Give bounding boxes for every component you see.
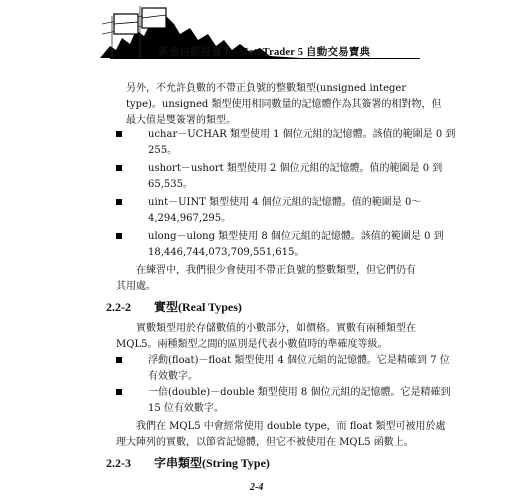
- section-title: 字串類型(String Type): [154, 456, 270, 470]
- section-title: 實型(Real Types): [154, 300, 242, 314]
- bullet-square-icon: [116, 165, 122, 171]
- bullet-square-icon: [116, 389, 122, 395]
- page-number: 2-4: [250, 482, 264, 493]
- page-header: [0, 0, 520, 70]
- list-item-continuation: 有效數字。: [148, 371, 198, 382]
- intro-line-2: type)。unsigned 類型使用相同數量的記憶體作為其簽署的相對物，但: [126, 99, 442, 110]
- list-item-text: ushort－ushort 類型使用 2 個位元組的記憶體。值的範圍是 0 到: [148, 163, 443, 174]
- list-item-text: ulong－ulong 類型使用 8 個位元組的記憶體。該值的範圍是 0 到: [148, 231, 444, 242]
- list-item-continuation: 65,535。: [148, 179, 193, 190]
- intro-line-1: 另外，不允許負數的不帶正負號的整數類型(unsigned integer: [126, 83, 407, 94]
- practice-line-1: 在練習中，我們很少會使用不帶正負號的整數類型，但它們仍有: [136, 265, 416, 276]
- section-number: 2.2-3: [106, 456, 131, 470]
- list-item-continuation: 18,446,744,073,709,551,615。: [148, 247, 305, 258]
- list-item-continuation: 255。: [148, 145, 178, 156]
- section-heading-real: [106, 298, 242, 315]
- bullet-square-icon: [116, 357, 122, 363]
- section-number: 2.2-2: [106, 300, 131, 314]
- list-item-continuation: 4,294,967,295。: [148, 213, 232, 224]
- list-item-continuation: 15 位有效數字。: [148, 403, 224, 414]
- list-item-text: uint－UINT 類型使用 4 個位元組的記憶體。值的範圍是 0～: [148, 197, 422, 208]
- practice-line-2: 其用處。: [116, 281, 156, 292]
- intro-line-3: 最大值是雙簽署的類型。: [126, 115, 236, 126]
- real-intro-line-2: MQL5。兩種類型之間的區別是代表小數值時的準確度等級。: [116, 339, 388, 350]
- bullet-square-icon: [116, 131, 122, 137]
- list-item-text: 一倍(double)－double 類型使用 8 個位元組的記憶體。它是精確到: [148, 387, 451, 398]
- bullet-square-icon: [116, 233, 122, 239]
- real-outro-line-2: 理大陣列的實數，以節省記憶體，但它不被使用在 MQL5 函數上。: [116, 437, 414, 448]
- list-item-text: 浮動(float)－float 類型使用 4 個位元組的記憶體。它是精確到 7 位: [148, 355, 450, 366]
- real-outro-line-1: 我們在 MQL5 中會經常使用 double type，而 float 類型可被用於處: [136, 421, 446, 432]
- list-item-text: uchar－UCHAR 類型使用 1 個位元組的記憶體。該值的範圍是 0 到: [148, 129, 456, 140]
- bullet-square-icon: [116, 199, 122, 205]
- book-title: 黃金白銀投資 Ⅰ --MetaTrader 5 自動交易寶典: [158, 47, 371, 58]
- real-intro-line-1: 實數類型用於存儲數值的小數部分，如價格。實數有兩種類型在: [136, 323, 416, 334]
- section-heading-string: [106, 454, 270, 471]
